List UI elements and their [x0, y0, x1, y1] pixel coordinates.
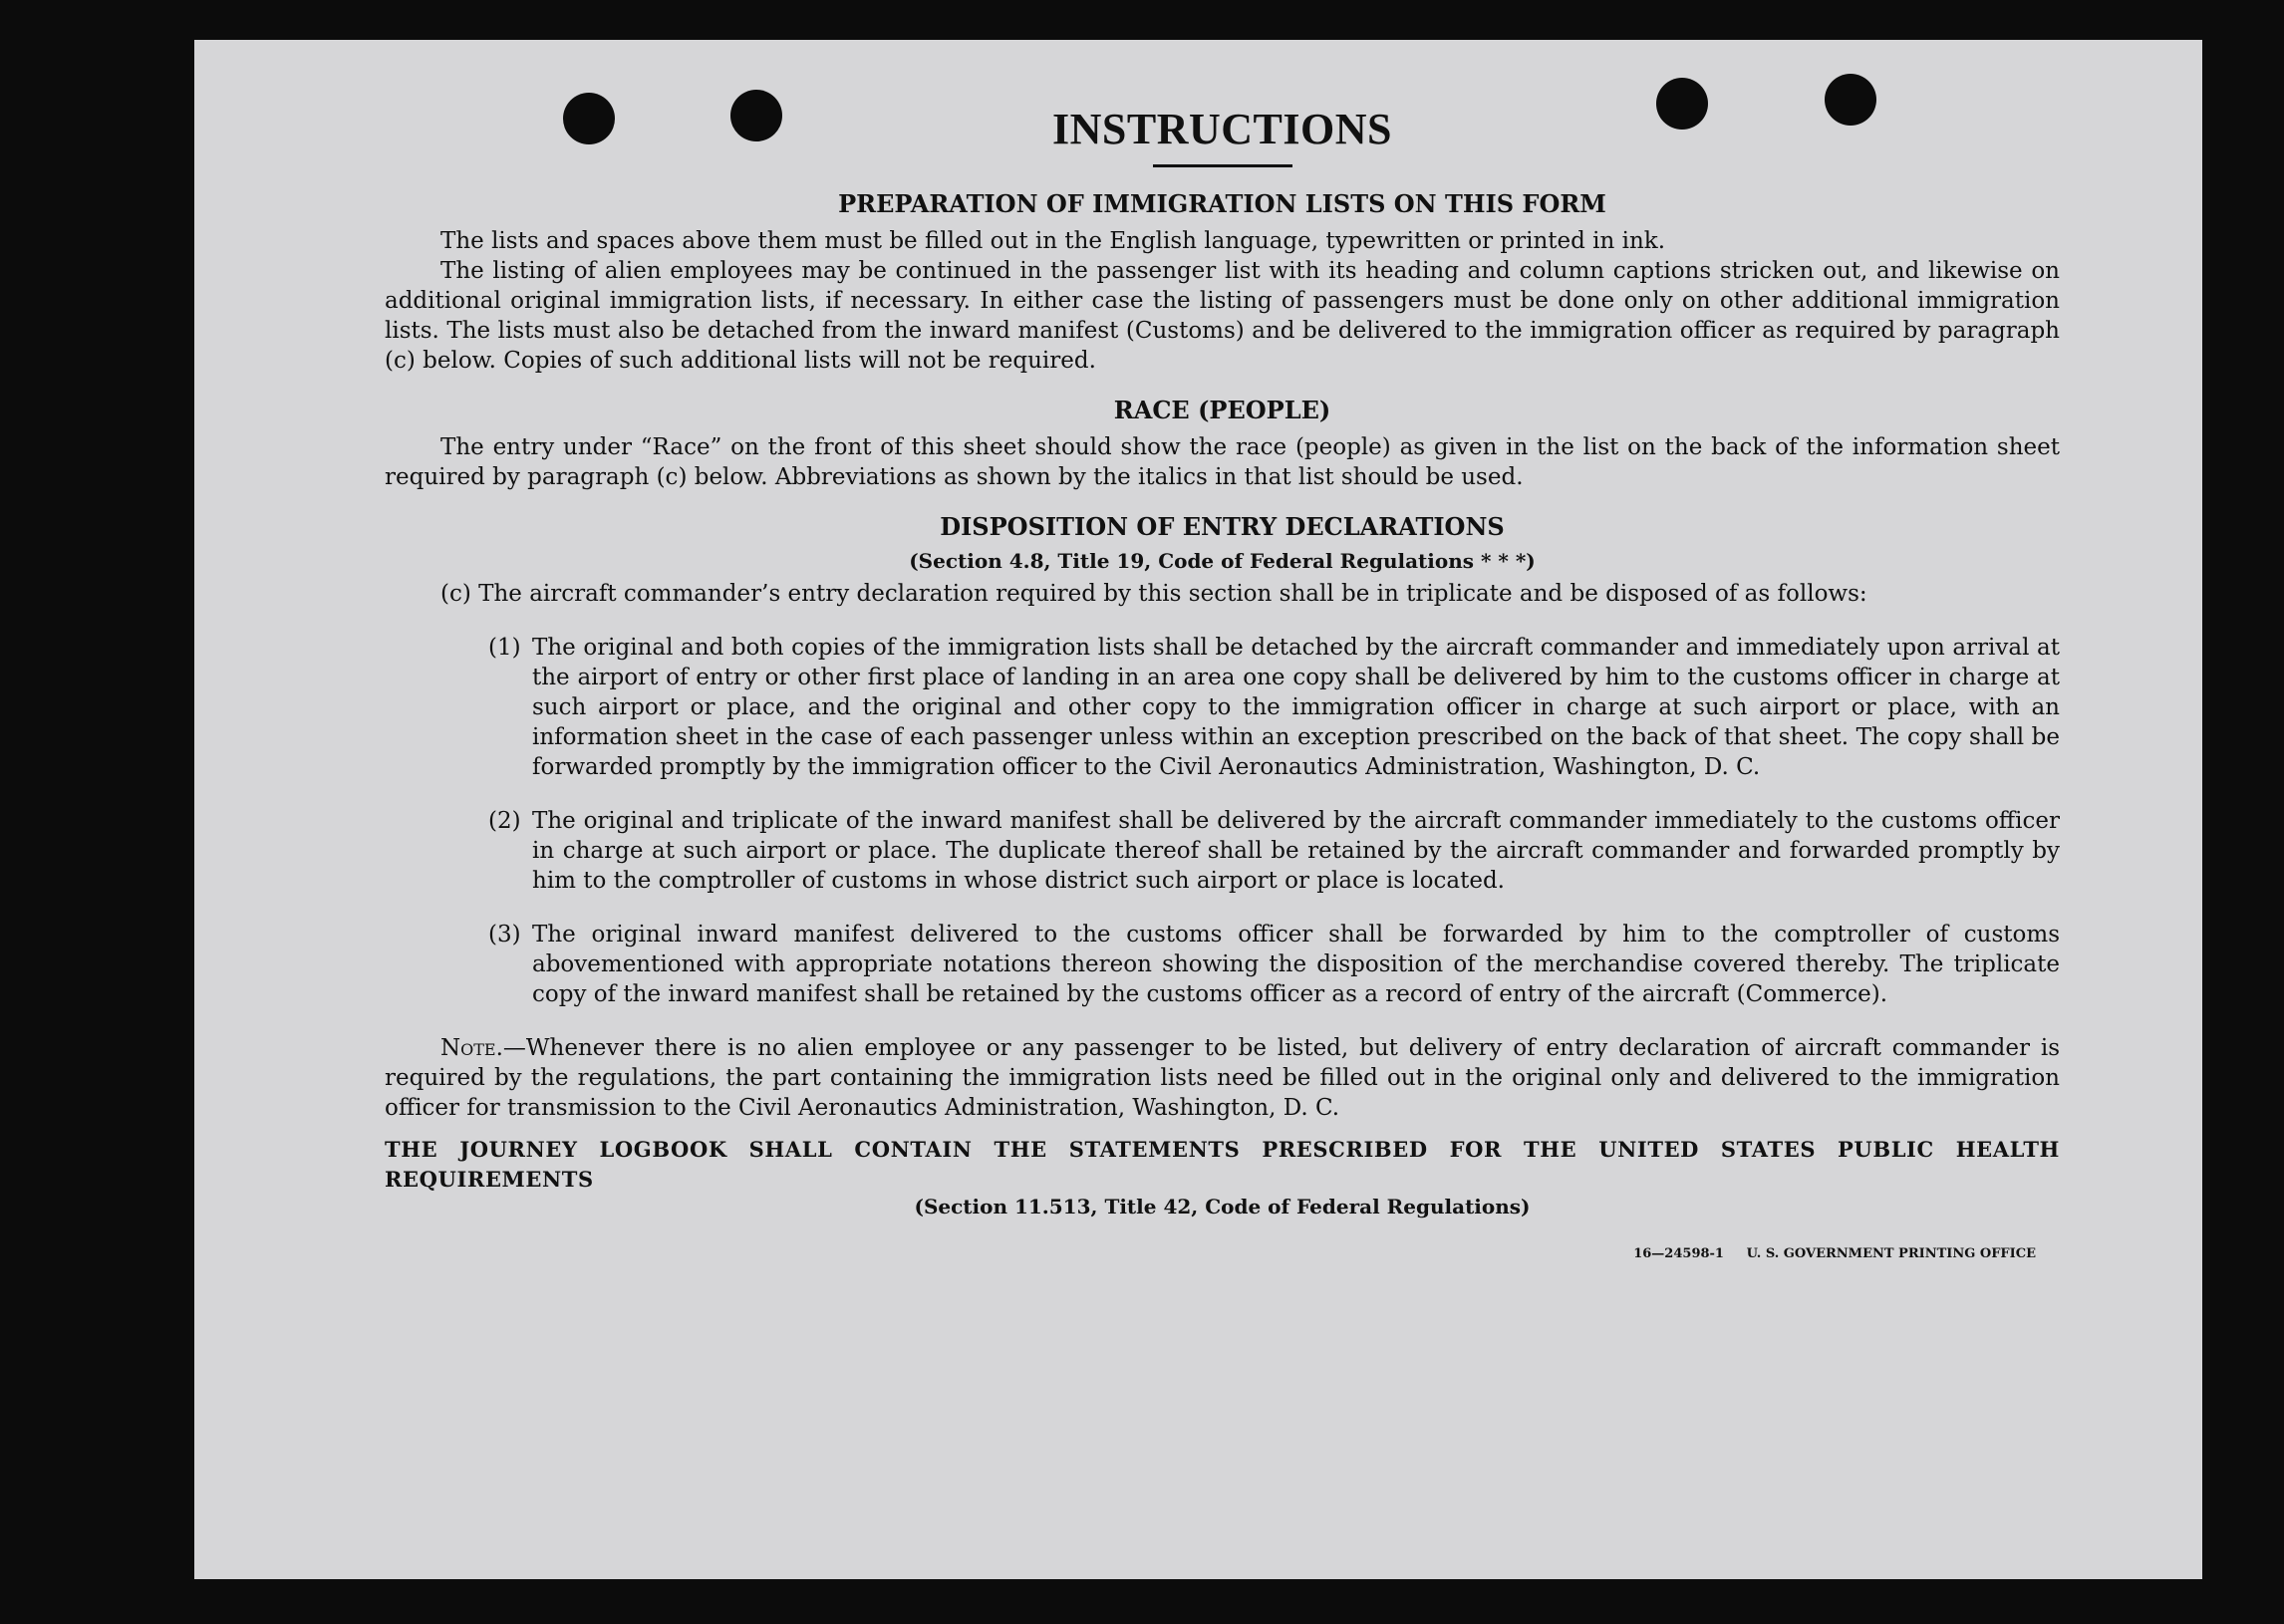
race-heading: RACE (PEOPLE)	[1113, 396, 1331, 424]
disposition-heading: DISPOSITION OF ENTRY DECLARATIONS	[940, 512, 1505, 541]
item-text: The original and triplicate of the inward manifest shall be delivered by the aircraft commander immediately to the customs officer in charge at such airport or place. The duplicate thereof shall be retained by the aircraft commander and forwarded promptly by him to the comptroller of customs in whose district such airport or place is located.	[532, 808, 2060, 894]
printer-footer	[385, 1246, 2060, 1261]
item-text: The original and both copies of the immigration lists shall be detached by the aircraft commander and immediately upon arrival at the airport of entry or other first place of landing in an area one copy shall be delivered by him to the customs officer in charge at such airport or place, and the original and other copy to the immigration officer in charge at such airport or place, with an information sheet in the case of each passenger unless within an exception prescribed on the back of that sheet. The copy shall be forwarded promptly by the immigration officer to the Civil Aeronautics Administration, Washington, D. C.	[532, 635, 2060, 780]
printer-imprint: U. S. GOVERNMENT PRINTING OFFICE	[1746, 1246, 2036, 1261]
preparation-paragraph-2: The listing of alien employees may be continued in the passenger list with its heading and column captions stricken out, and likewise on additional original immigration lists, if necessary. In either case the listing of passengers must be done only on other additional immigration lists. The lists must also be detached from the inward manifest (Customs) and be delivered to the immigration officer as required by paragraph (c) below. Copies of such additional lists will not be required.	[385, 258, 2060, 374]
list-item	[385, 806, 2060, 896]
instructions-content	[385, 105, 2060, 1261]
note-text: Whenever there is no alien employee or any passenger to be listed, but delivery of entry declaration of aircraft commander is required by the regulations, the part containing the immigration lists need be filled out in the original only and delivered to the immigration officer for transmission to the Civil Aeronautics Administration, Washington, D. C.	[385, 1035, 2060, 1121]
preparation-heading: PREPARATION OF IMMIGRATION LISTS ON THIS FORM	[838, 189, 1606, 218]
item-number: (3)	[488, 922, 521, 947]
health-citation: (Section 11.513, Title 42, Code of Federal Regulations)	[914, 1195, 1531, 1218]
note-paragraph	[385, 1033, 2060, 1123]
health-statement: THE JOURNEY LOGBOOK SHALL CONTAIN THE STATEMENTS PRESCRIBED FOR THE UNITED STATES PUBLIC HEALTH REQUIREMENTS	[385, 1137, 2060, 1192]
form-number: 16—24598-1	[1633, 1246, 1724, 1261]
item-text: The original inward manifest delivered to the customs officer shall be forwarded by him to the comptroller of customs abovementioned with appropriate notations thereon showing the disposition of the merchandise covered thereby. The triplicate copy of the inward manifest shall be retained by the customs officer as a record of entry of the aircraft (Commerce).	[532, 922, 2060, 1007]
race-paragraph: The entry under “Race” on the front of this sheet should show the race (people) as given in the list on the back of the information sheet required by paragraph (c) below. Abbreviations as shown by the italics in that list should be used.	[385, 434, 2060, 490]
page-title: INSTRUCTIONS	[1052, 105, 1392, 153]
list-item	[385, 633, 2060, 782]
item-number: (1)	[488, 635, 521, 661]
clause-c: (c) The aircraft commander’s entry declaration required by this section shall be in triplicate and be disposed of as follows:	[440, 581, 1867, 607]
item-number: (2)	[488, 808, 521, 834]
title-underline	[1153, 164, 1292, 167]
preparation-paragraph-1: The lists and spaces above them must be filled out in the English language, typewritten or printed in ink.	[440, 228, 1666, 254]
list-item	[385, 920, 2060, 1009]
note-lead: Note.—	[440, 1035, 526, 1061]
disposition-citation: (Section 4.8, Title 19, Code of Federal Regulations * * *)	[909, 549, 1536, 573]
